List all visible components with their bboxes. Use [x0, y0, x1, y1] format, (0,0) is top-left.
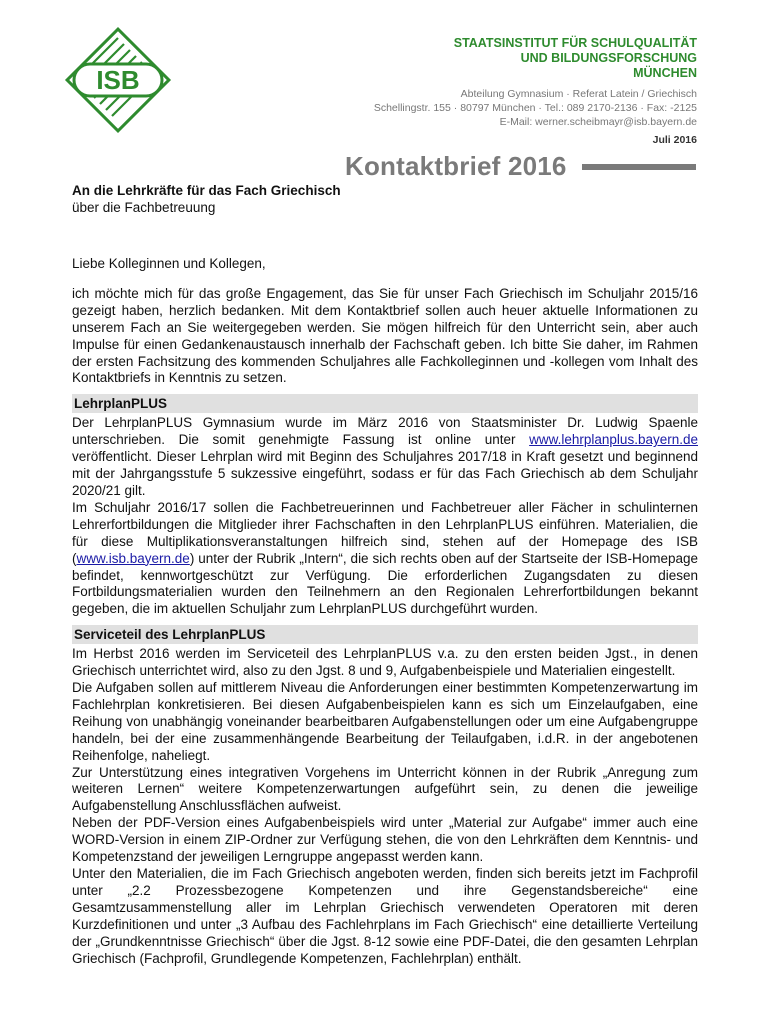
lehrplan-p1-text-b: veröffentlicht. Dieser Lehrplan wird mit Beginn des Schuljahres 2017/18 in Kraft gesetzt und beginnend mit der Jahrgangsstufe 5 sukzessive eingeführt, sodass er für das Fach Griechisch ab dem Schuljahr 2020/21 gilt. [72, 449, 698, 498]
institute-line-2: UND BILDUNGSFORSCHUNG [520, 51, 697, 65]
lehrplan-p1-text-a: Der LehrplanPLUS Gymnasium wurde im März 2016 von Staatsminister Dr. Ludwig Spaenle unterschrieben. Die somit genehmigte Fassung ist online unter [72, 415, 698, 448]
service-paragraph-5: Unter den Materialien, die im Fach Griechisch angeboten werden, finden sich bereits jetzt im Fachprofil unter „2.2 Prozessbezogene Kompetenzen und ihre Gegenstandsbereiche“ eine Gesamtzusammenstellung aller im Lehrplan Griechisch verwendeten Operatoren mit deren Kurzdefinitionen und unter „3 Aufbau des Fachlehrplans im Fach Griechisch“ eine detaillierte Verteilung der „Grundkenntnisse Griechisch“ über die Jgst. 8-12 sowie eine PDF-Datei, die den gesamten Lehrplan Griechisch (Fachprofil, Grundlegende Kompetenzen, Fachlehrplan) enthält. [72, 866, 698, 966]
lehrplan-p2-text-a: Im Schuljahr 2016/17 sollen die Fachbetreuerinnen und Fachbetreuer aller Fächer in schulinternen Lehrerfortbildungen die Mitglieder ihrer Fachschaften in den LehrplanPLUS einführen. Materialien, die für diese Multiplikationsveranstaltungen hilfreich sind, stehen auf der Homepage des ISB ( [72, 499, 698, 566]
postal-address: Schellingstr. 155 · 80797 München · Tel.: 089 2170-2136 · Fax: -2125 [373, 102, 697, 114]
service-paragraph-1: Im Herbst 2016 werden im Serviceteil des LehrplanPLUS v.a. zu den ersten beiden Jgst., in denen Griechisch unterrichtet wird, also zu den Jgst. 8 und 9, Aufgabenbeispiele und Materialien eingestellt. [72, 646, 698, 679]
service-paragraph-2: Die Aufgaben sollen auf mittlerem Niveau die Anforderungen einer bestimmten Kompetenzerwartung im Fachlehrplan konkretisieren. Bei diesen Aufgabenbeispielen kann es sich um Einzelaufgaben, eine Reihung von unabhängig voneinander bearbeitbaren Aufgabenstellungen oder um eine Aufgabengruppe handeln, bei der eine zusammenhängende Bearbeitung der Teilaufgaben, i.d.R. in der angebotenen Reihenfolge, naheliegt. [72, 680, 698, 763]
addressee-line-1: An die Lehrkräfte für das Fach Griechisch [72, 183, 341, 198]
addressee [72, 182, 341, 216]
institute-name [297, 36, 697, 81]
department: Abteilung Gymnasium · Referat Latein / Griechisch [460, 88, 697, 100]
service-paragraph-4: Neben der PDF-Version eines Aufgabenbeispiels wird unter „Material zur Aufgabe“ immer auch eine WORD-Version in einem ZIP-Ordner zur Verfügung stehen, die von den Lehrkräften dem Kenntnis- und Kompetenzstand der jeweiligen Lerngruppe angepasst werden kann. [72, 815, 698, 865]
institute-line-3: MÜNCHEN [633, 66, 697, 80]
lehrplan-paragraph-1 [72, 415, 698, 500]
service-paragraph-3: Zur Unterstützung eines integrativen Vorgehens im Unterricht können in der Rubrik „Anregung zum weiteren Lernen“ weitere Kompetenzerwartungen aufgeführt sein, zu denen die jeweilige Aufgabenstellung Anschlussflächen aufweist. [72, 764, 698, 814]
addressee-line-2: über die Fachbetreuung [72, 200, 216, 215]
institute-line-1: STAATSINSTITUT FÜR SCHULQUALITÄT [453, 36, 697, 50]
title-bar [582, 164, 696, 170]
letter-date: Juli 2016 [652, 134, 697, 146]
page-title: Kontaktbrief 2016 [345, 151, 567, 181]
intro-paragraph: ich möchte mich für das große Engagement, das Sie für unser Fach Griechisch im Schuljahr 2015/16 gezeigt haben, herzlich bedanken. Mit dem Kontaktbrief sollen auch heuer aktuelle Informationen zu unserem Fach an Sie weitergegeben werden. Sie mögen hilfreich für den Unterricht sein, aber auch Impulse für einen Gedankenaustausch innerhalb der Fachschaft geben. Ich bitte Sie daher, im Rahmen der ersten Fachsitzung des kommenden Schuljahres alle Fachkolleginnen und -kollegen vom Inhalt des Kontaktbriefs in Kenntnis zu setzen. [72, 285, 698, 386]
lehrplan-p2-text-b: ) unter der Rubrik „Intern“, die sich rechts oben auf der Startseite der ISB-Homepage befindet, kennwortgeschützt zur Verfügung. Die erforderlichen Zugangsdaten zu diesen Fortbildungsmaterialien wurden den Teilnehmern an den Regionalen Lehrerfortbildungen bekannt gegeben, die im aktuellen Schuljahr zum LehrplanPLUS durchgeführt wurden. [72, 550, 698, 617]
lehrplan-paragraph-2 [72, 500, 698, 618]
section-heading-serviceteil: Serviceteil des LehrplanPLUS [72, 625, 698, 644]
logo-text: ISB [96, 65, 140, 95]
lehrplanplus-link[interactable]: www.lehrplanplus.bayern.de [529, 432, 698, 448]
salutation: Liebe Kolleginnen und Kollegen, [72, 256, 266, 271]
letter-body [72, 256, 698, 967]
contact-block [277, 87, 697, 129]
section-heading-lehrplanplus: LehrplanPLUS [72, 394, 698, 413]
isb-link[interactable]: www.isb.bayern.de [76, 550, 190, 566]
email-address: E-Mail: werner.scheibmayr@isb.bayern.de [499, 116, 697, 128]
isb-logo [62, 24, 174, 136]
